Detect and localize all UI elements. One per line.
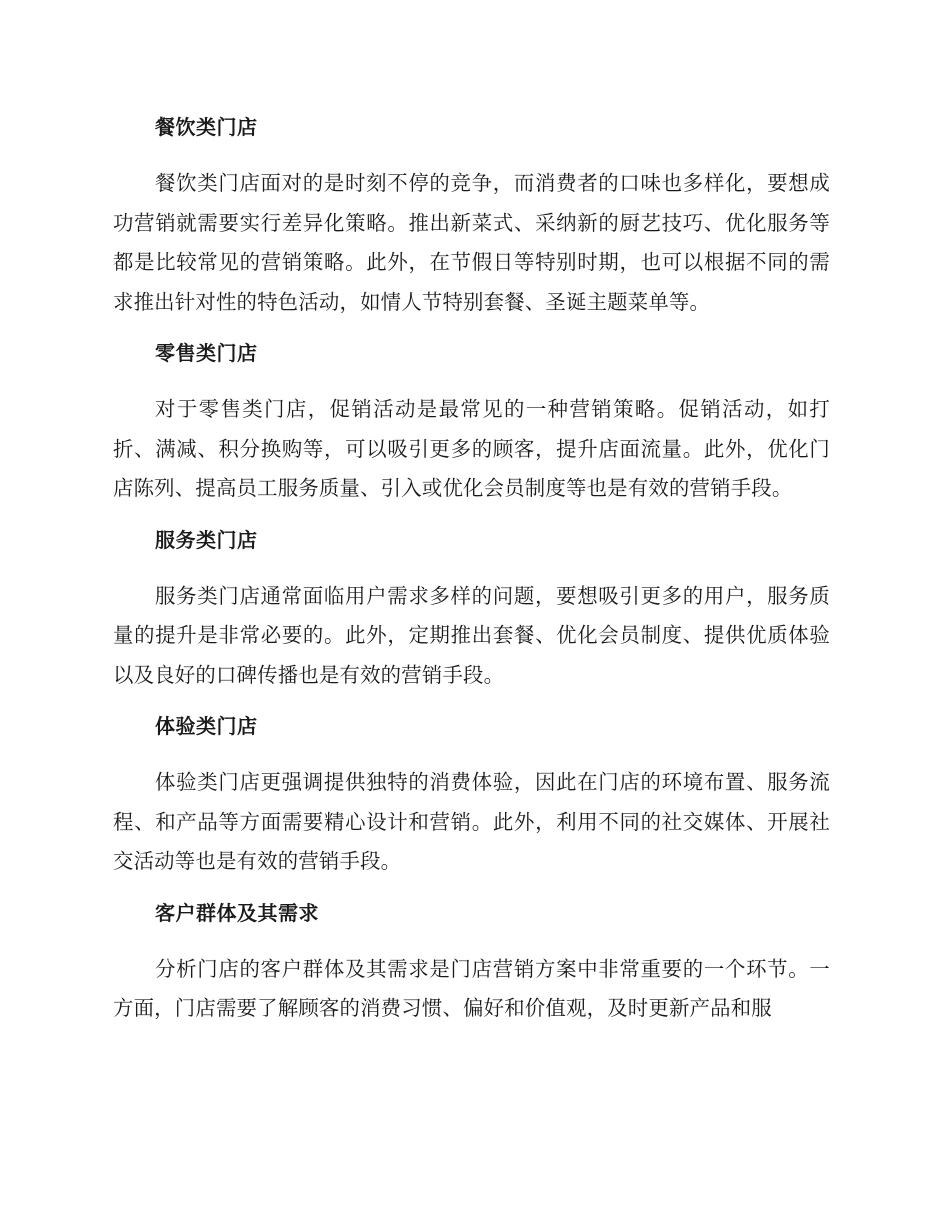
section-body-experience: 体验类门店更强调提供独特的消费体验，因此在门店的环境布置、服务流程、和产品等方面需要精心设计和营销。此外，利用不同的社交媒体、开展社交活动等也是有效的营销手段。 xyxy=(113,770,830,873)
section-body-service: 服务类门店通常面临用户需求多样的问题，要想吸引更多的用户，服务质量的提升是非常必要的。此外，定期推出套餐、优化会员制度、提供优质体验以及良好的口碑传播也是有效的营销手段。 xyxy=(113,583,830,687)
section-heading-catering: 餐饮类门店 xyxy=(155,115,258,139)
section-body-catering: 餐饮类门店面对的是时刻不停的竞争，而消费者的口味也多样化，要想成功营销就需要实行差异化策略。推出新菜式、采纳新的厨艺技巧、优化服务等都是比较常见的营销策略。此外，在节假日等特别时期，也可以根据不同的需求推出针对性的特色活动，如情人节特别套餐、圣诞主题菜单等。 xyxy=(113,171,830,314)
section-heading-experience: 体验类门店 xyxy=(155,714,258,738)
section-heading-retail: 零售类门店 xyxy=(155,341,258,365)
section-body-retail: 对于零售类门店，促销活动是最常见的一种营销策略。促销活动，如打折、满减、积分换购等，可以吸引更多的顾客，提升店面流量。此外，优化门店陈列、提高员工服务质量、引入或优化会员制度等也是有效的营销手段。 xyxy=(113,397,830,500)
section-heading-service: 服务类门店 xyxy=(155,527,258,552)
section-body-customers: 分析门店的客户群体及其需求是门店营销方案中非常重要的一个环节。一方面，门店需要了解顾客的消费习惯、偏好和价值观，及时更新产品和服 xyxy=(113,956,830,1020)
document-page xyxy=(113,108,830,1041)
section-heading-customers: 客户群体及其需求 xyxy=(155,900,319,925)
